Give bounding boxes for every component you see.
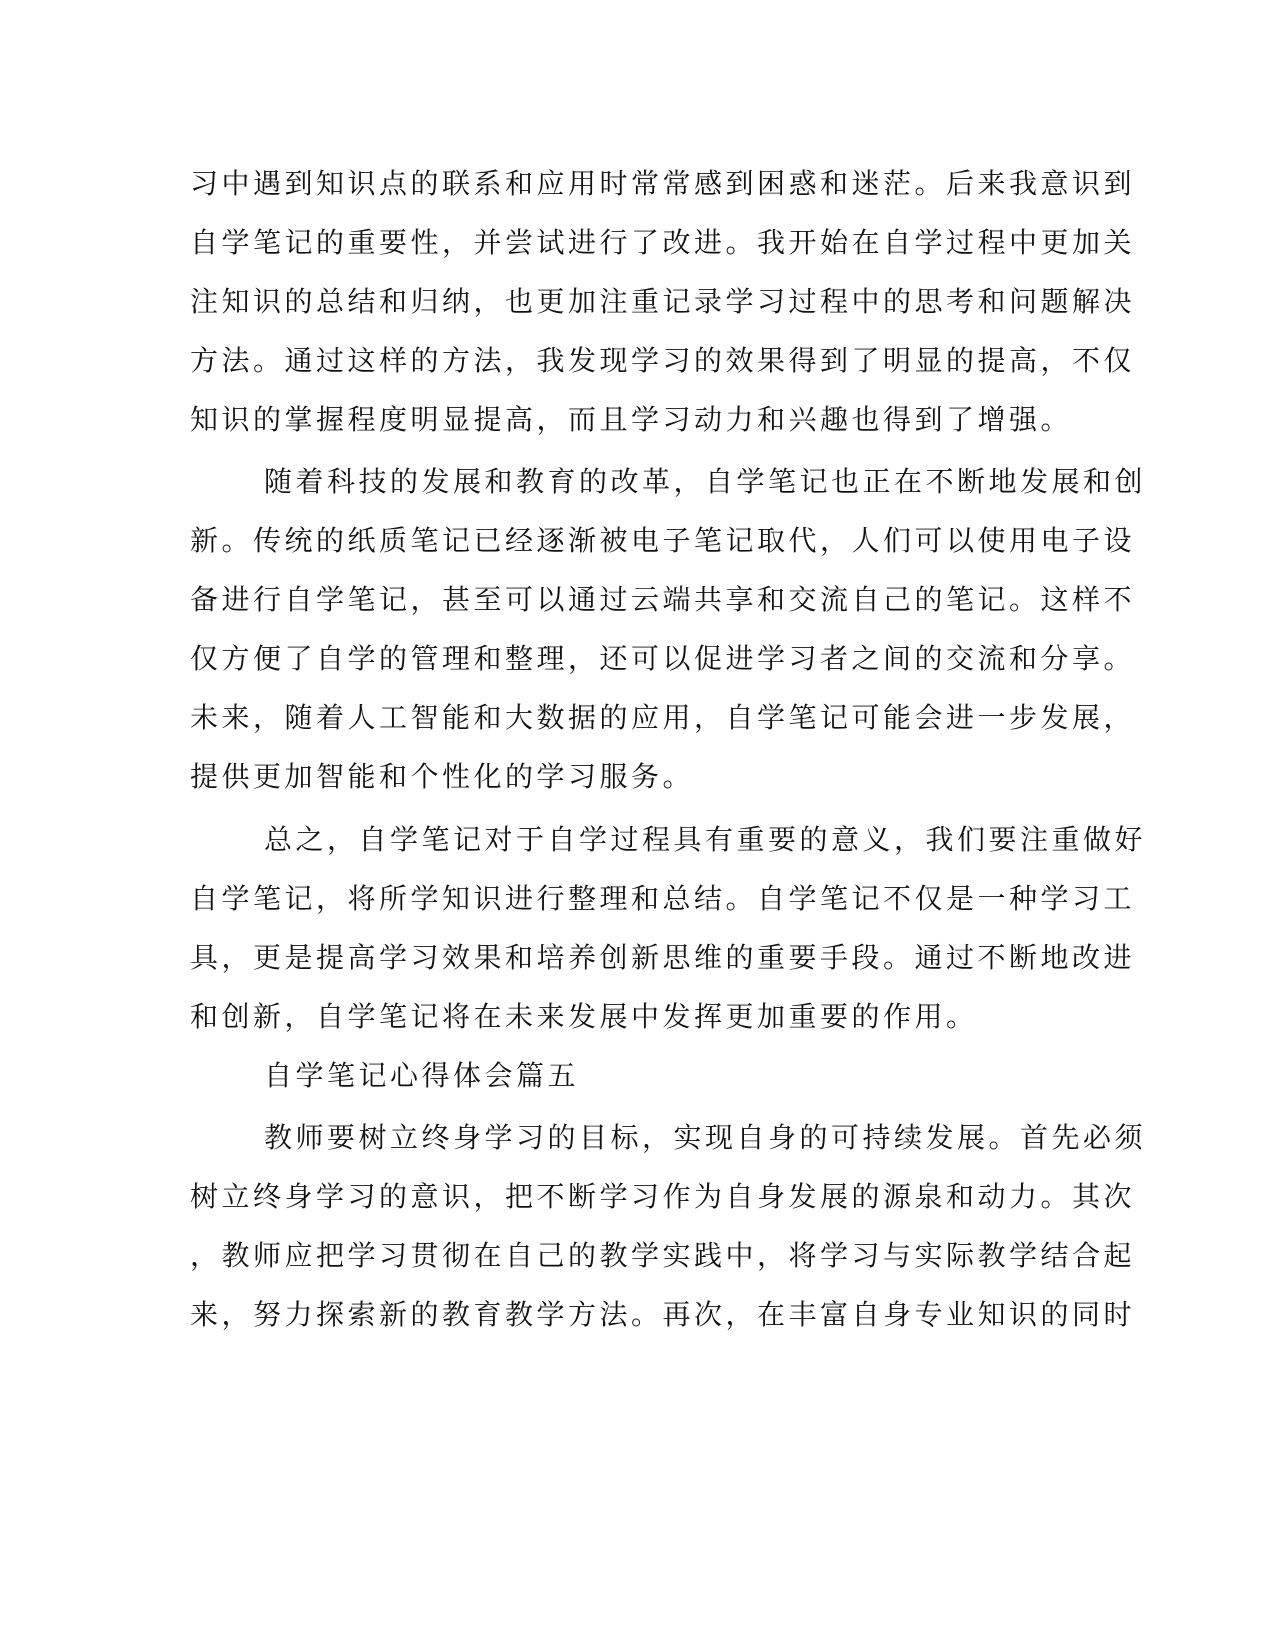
text-line: ，教师应把学习贯彻在自己的教学实践中，将学习与实际教学结合起 (190, 1239, 1136, 1272)
text-line: 新。传统的纸质笔记已经逐渐被电子笔记取代，人们可以使用电子设 (190, 524, 1136, 557)
text-line: 具，更是提高学习效果和培养创新思维的重要手段。通过不断地改进 (190, 941, 1136, 974)
text-line: 教师要树立终身学习的目标，实现自身的可持续发展。首先必须 (264, 1121, 1147, 1154)
text-line: 备进行自学笔记，甚至可以通过云端共享和交流自己的笔记。这样不 (190, 583, 1136, 616)
text-line: 注知识的总结和归纳，也更加注重记录学习过程中的思考和问题解决 (190, 285, 1136, 318)
text-line: 来，努力探索新的教育教学方法。再次，在丰富自身专业知识的同时 (190, 1298, 1136, 1331)
text-line: 和创新，自学笔记将在未来发展中发挥更加重要的作用。 (190, 1000, 978, 1033)
text-line: 未来，随着人工智能和大数据的应用，自学笔记可能会进一步发展， (190, 701, 1136, 734)
text-line: 自学笔记的重要性，并尝试进行了改进。我开始在自学过程中更加关 (190, 226, 1136, 259)
text-line: 总之，自学笔记对于自学过程具有重要的意义，我们要注重做好 (264, 823, 1147, 856)
text-line: 知识的掌握程度明显提高，而且学习动力和兴趣也得到了增强。 (190, 403, 1073, 436)
text-line: 提供更加智能和个性化的学习服务。 (190, 760, 695, 793)
text-line: 树立终身学习的意识，把不断学习作为自身发展的源泉和动力。其次 (190, 1180, 1136, 1213)
text-line: 习中遇到知识点的联系和应用时常常感到困惑和迷茫。后来我意识到 (190, 167, 1136, 200)
text-line: 随着科技的发展和教育的改革，自学笔记也正在不断地发展和创 (264, 465, 1147, 498)
section-heading: 自学笔记心得体会篇五 (264, 1059, 580, 1092)
text-line: 自学笔记，将所学知识进行整理和总结。自学笔记不仅是一种学习工 (190, 882, 1136, 915)
text-line: 方法。通过这样的方法，我发现学习的效果得到了明显的提高，不仅 (190, 344, 1136, 377)
text-line: 仅方便了自学的管理和整理，还可以促进学习者之间的交流和分享。 (190, 642, 1136, 675)
